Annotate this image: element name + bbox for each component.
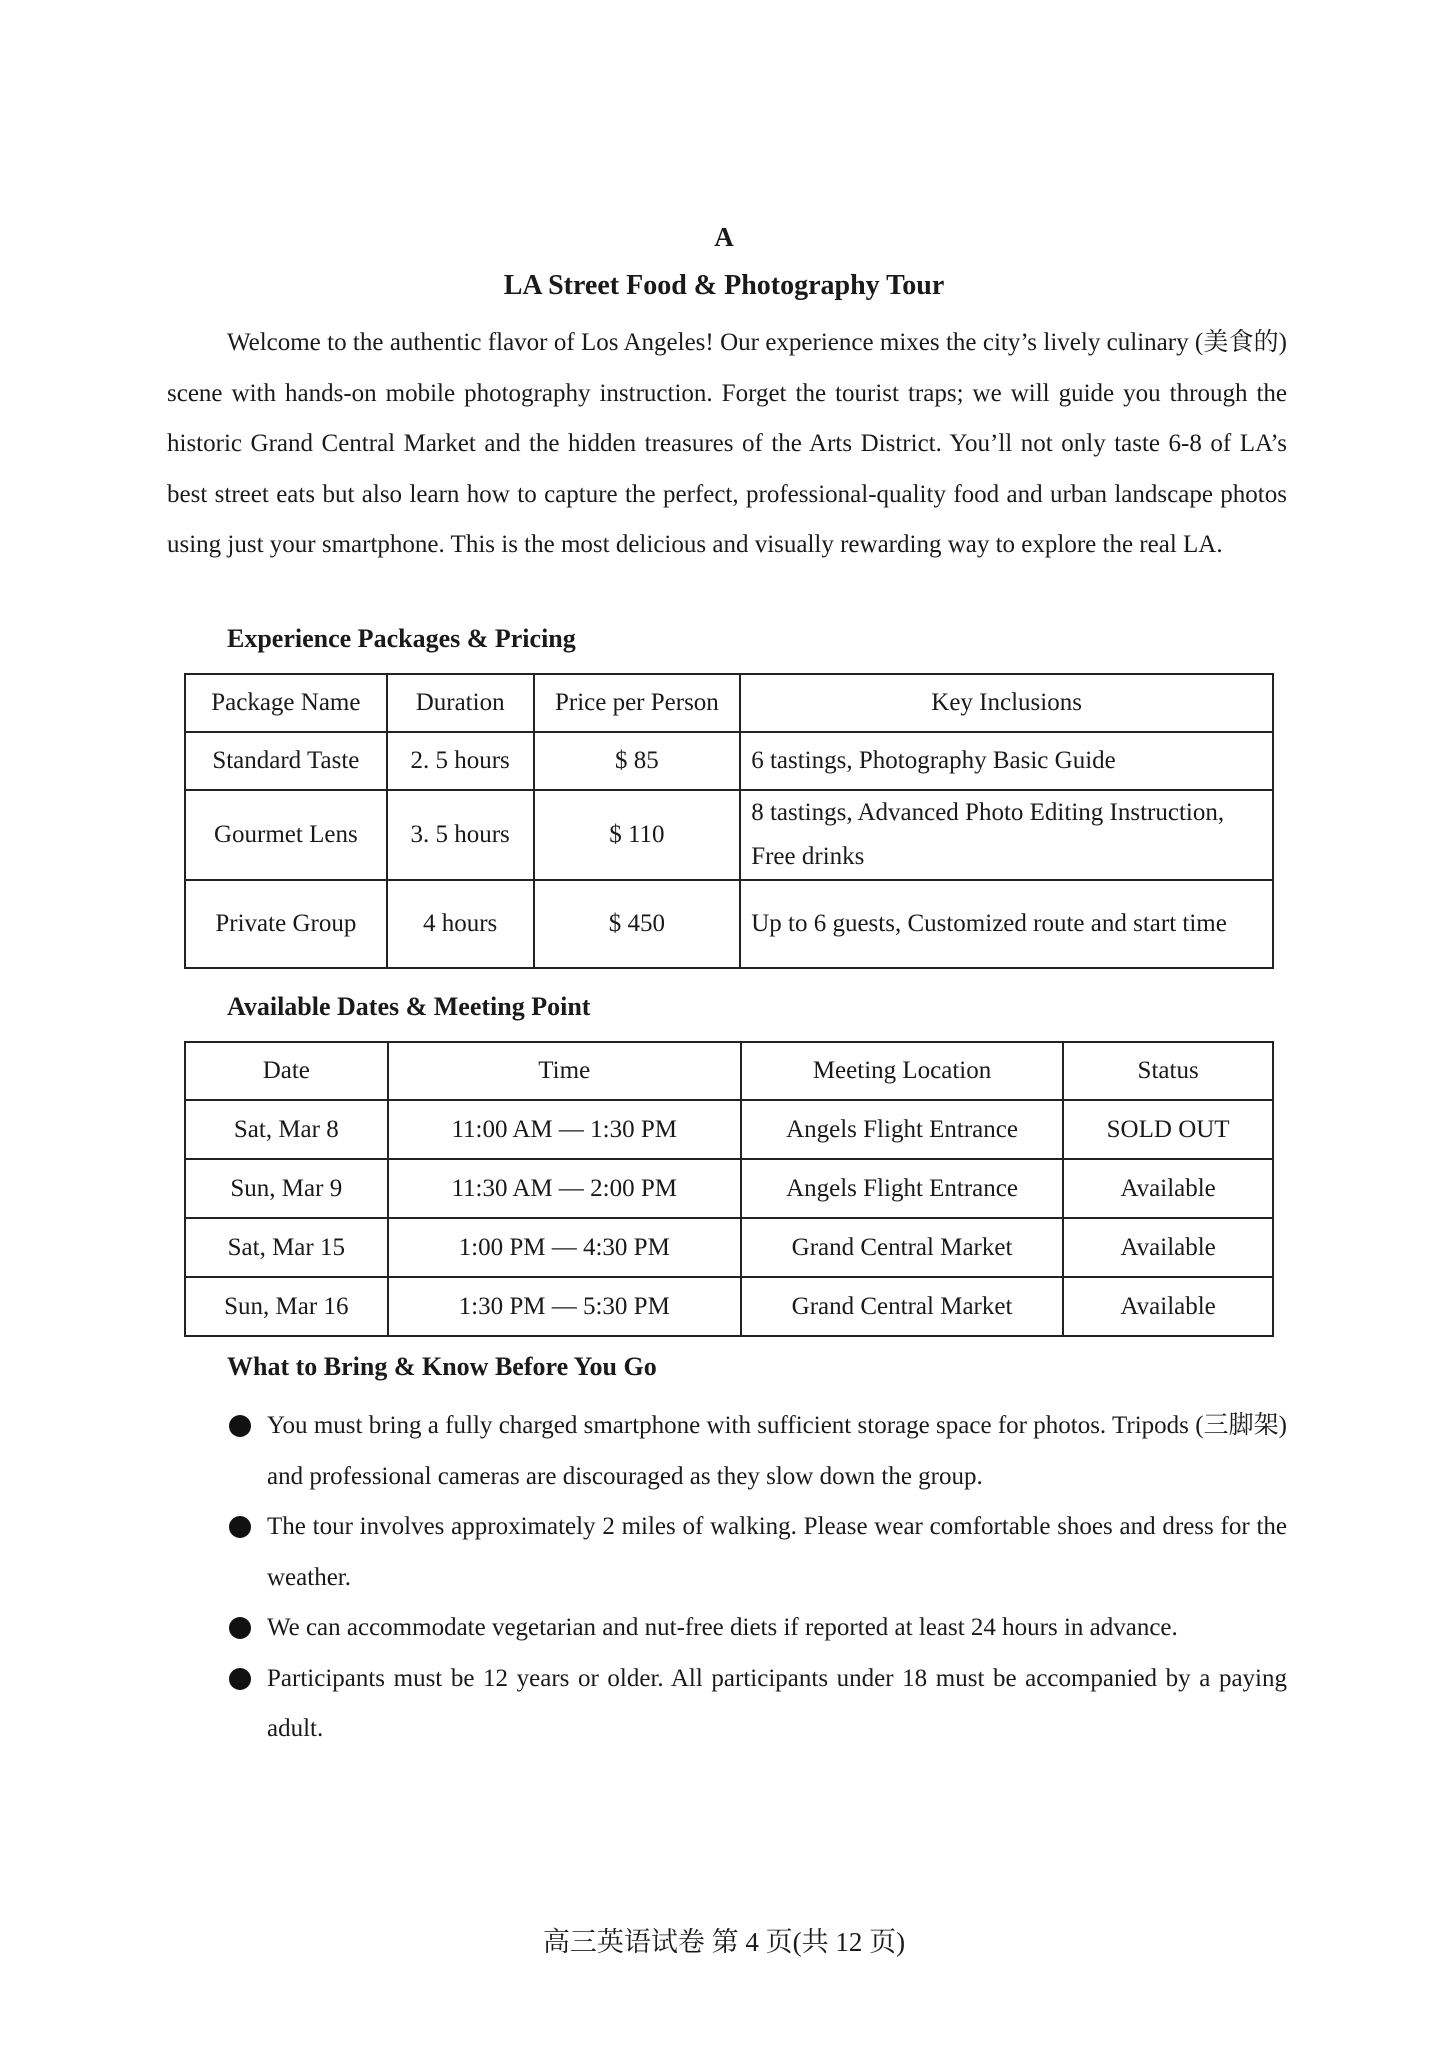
list-item	[227, 1603, 1287, 1654]
table-row	[185, 1159, 1273, 1218]
list-item-text: We can accommodate vegetarian and nut-free diets if reported at least 24 hours in advance.	[267, 1614, 1178, 1641]
package-price: $ 450	[534, 880, 741, 968]
bullet-dot-icon	[229, 1668, 251, 1690]
table-header-row	[185, 674, 1273, 732]
tour-status: Available	[1063, 1218, 1273, 1277]
bullet-dot-icon	[229, 1516, 251, 1538]
tour-time: 11:30 AM — 2:00 PM	[388, 1159, 741, 1218]
tour-date: Sun, Mar 9	[185, 1159, 388, 1218]
section-letter: A	[714, 222, 734, 252]
tour-status: Available	[1063, 1277, 1273, 1336]
tour-date: Sat, Mar 15	[185, 1218, 388, 1277]
bring-list	[227, 1401, 1287, 1755]
table-row	[185, 1277, 1273, 1336]
packages-heading: Experience Packages & Pricing	[227, 624, 576, 653]
tour-date: Sat, Mar 8	[185, 1100, 388, 1159]
list-item	[227, 1654, 1287, 1755]
table-row	[185, 732, 1273, 790]
package-inclusions: Up to 6 guests, Customized route and start time	[740, 880, 1273, 968]
column-header: Key Inclusions	[740, 674, 1273, 732]
package-inclusions: 6 tastings, Photography Basic Guide	[740, 732, 1273, 790]
column-header: Duration	[387, 674, 534, 732]
package-price: $ 85	[534, 732, 741, 790]
package-duration: 4 hours	[387, 880, 534, 968]
column-header: Status	[1063, 1042, 1273, 1100]
passage-title: LA Street Food & Photography Tour	[503, 270, 945, 301]
meeting-location: Angels Flight Entrance	[741, 1159, 1063, 1218]
column-header: Meeting Location	[741, 1042, 1063, 1100]
meeting-location: Grand Central Market	[741, 1277, 1063, 1336]
column-header: Package Name	[185, 674, 387, 732]
table-row	[185, 1100, 1273, 1159]
meeting-location: Grand Central Market	[741, 1218, 1063, 1277]
list-item-text: The tour involves approximately 2 miles of walking. Please wear comfortable shoes and dress for the weather.	[267, 1513, 1287, 1591]
tour-status: SOLD OUT	[1063, 1100, 1273, 1159]
table-row	[185, 880, 1273, 968]
package-inclusions: 8 tastings, Advanced Photo Editing Instruction, Free drinks	[740, 790, 1273, 880]
dates-heading: Available Dates & Meeting Point	[227, 992, 591, 1021]
tour-time: 1:30 PM — 5:30 PM	[388, 1277, 741, 1336]
package-duration: 2. 5 hours	[387, 732, 534, 790]
bullet-dot-icon	[229, 1415, 251, 1437]
table-row	[185, 790, 1273, 880]
bullet-dot-icon	[229, 1617, 251, 1639]
column-header: Time	[388, 1042, 741, 1100]
intro-paragraph: Welcome to the authentic flavor of Los Angeles! Our experience mixes the city’s lively culinary (美食的) scene with hands-on mobile photography instruction. Forget the tourist traps; we will guide you through the historic Grand Central Market and the hidden treasures of the Arts District. You’ll not only taste 6-8 of LA’s best street eats but also learn how to capture the perfect, professional-quality food and urban landscape photos using just your smartphone. This is the most delicious and visually rewarding way to explore the real LA.	[167, 329, 1287, 558]
package-duration: 3. 5 hours	[387, 790, 534, 880]
table-header-row	[185, 1042, 1273, 1100]
dates-table	[184, 1041, 1274, 1337]
column-header: Date	[185, 1042, 388, 1100]
tour-time: 11:00 AM — 1:30 PM	[388, 1100, 741, 1159]
page-footer: 高三英语试卷 第 4 页(共 12 页)	[542, 1927, 906, 1957]
package-name: Gourmet Lens	[185, 790, 387, 880]
package-name: Private Group	[185, 880, 387, 968]
table-row	[185, 1218, 1273, 1277]
bring-heading: What to Bring & Know Before You Go	[227, 1352, 657, 1381]
tour-status: Available	[1063, 1159, 1273, 1218]
meeting-location: Angels Flight Entrance	[741, 1100, 1063, 1159]
list-item-text: Participants must be 12 years or older. All participants under 18 must be accompanied by a paying adult.	[267, 1664, 1287, 1742]
tour-date: Sun, Mar 16	[185, 1277, 388, 1336]
list-item	[227, 1502, 1287, 1603]
list-item	[227, 1401, 1287, 1502]
list-item-text: You must bring a fully charged smartphone with sufficient storage space for photos. Tripods (三脚架) and professional cameras are discouraged as they slow down the group.	[267, 1412, 1287, 1490]
tour-time: 1:00 PM — 4:30 PM	[388, 1218, 741, 1277]
column-header: Price per Person	[534, 674, 741, 732]
packages-table	[184, 673, 1274, 969]
package-name: Standard Taste	[185, 732, 387, 790]
package-price: $ 110	[534, 790, 741, 880]
